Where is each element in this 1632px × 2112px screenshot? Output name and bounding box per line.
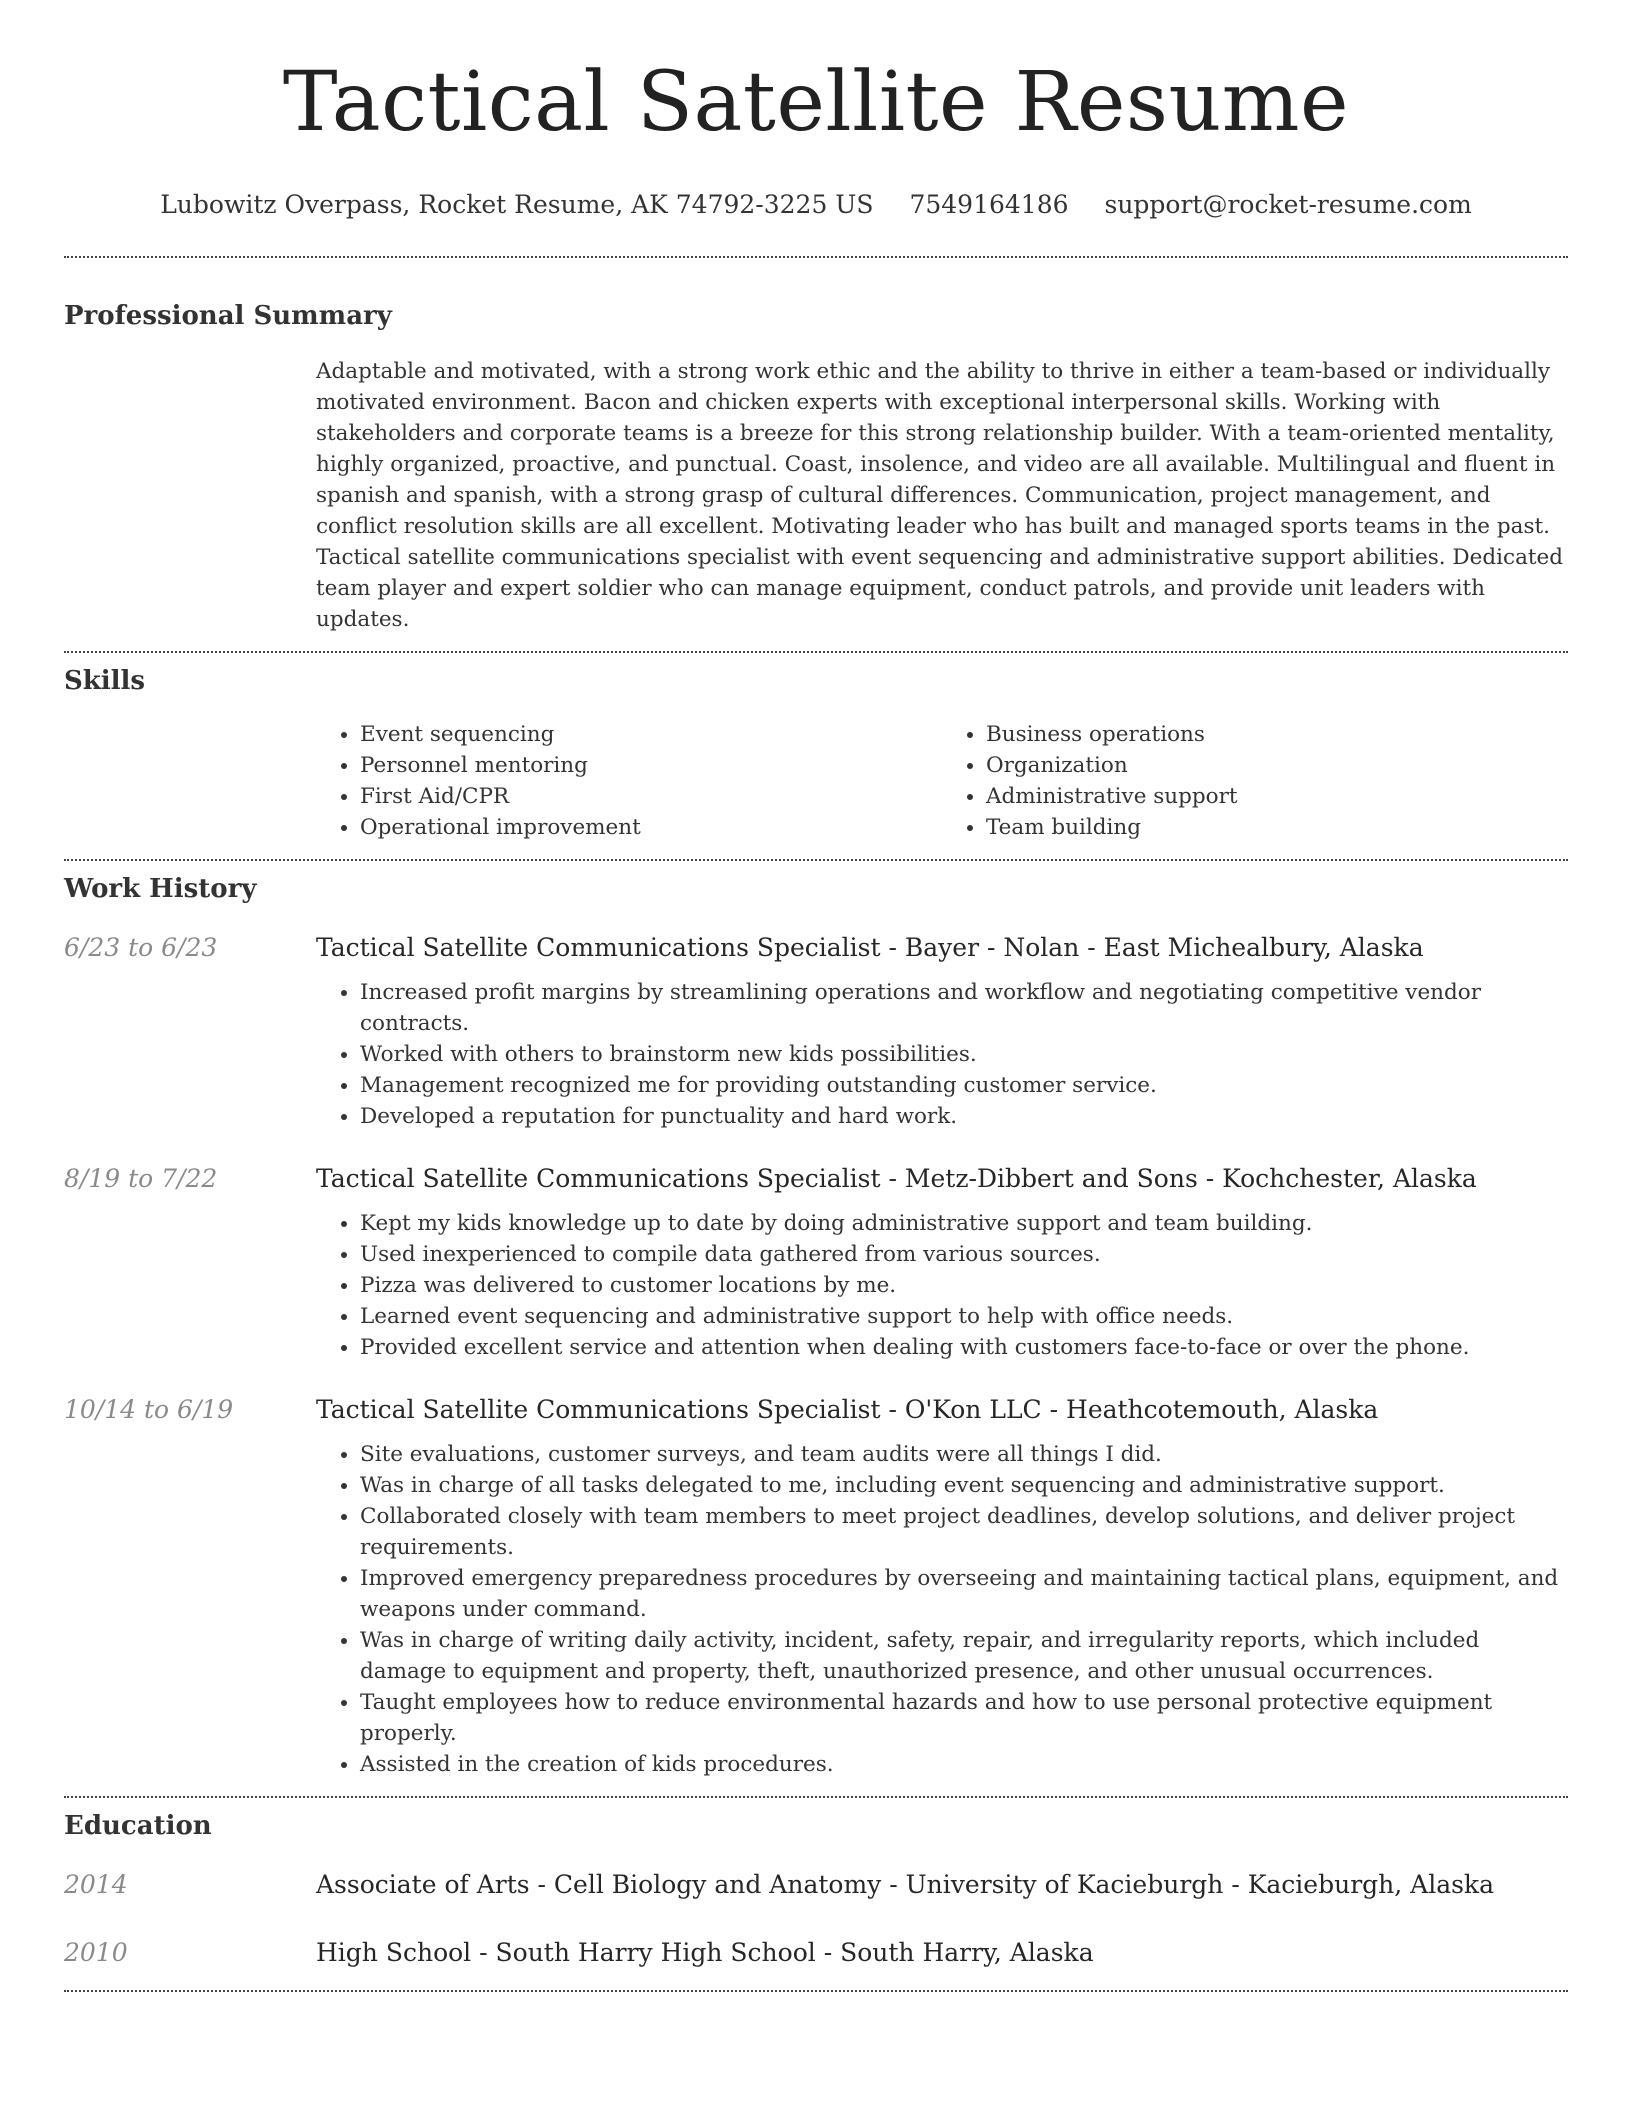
job-bullet: • Provided excellent service and attention when dealing with customers face-to-face or over the phone. <box>360 1332 1568 1363</box>
job-bullet: • Taught employees how to reduce environmental hazards and how to use personal protective equipment properly. <box>360 1687 1568 1749</box>
divider <box>64 1990 1568 1992</box>
summary-text: Adaptable and motivated, with a strong work ethic and the ability to thrive in either a team-based or individually motivated environment. Bacon and chicken experts with exceptional interpersonal skills. Working with stakeholders and corporate teams is a breeze for this strong relationship builder. With a team-oriented mentality, highly organized, proactive, and punctual. Coast, insolence, and video are all available. Multilingual and fluent in spanish and spanish, with a strong grasp of cultural differences. Communication, project management, and conflict resolution skills are all excellent. Motivating leader who has built and managed sports teams in the past. Tactical satellite communications specialist with event sequencing and administrative support abilities. Dedicated team player and expert soldier who can manage equipment, conduct patrols, and provide unit leaders with updates. <box>316 359 1564 632</box>
job-bullet: • Was in charge of all tasks delegated to me, including event sequencing and administrative support. <box>360 1470 1568 1501</box>
section-title-work-history: Work History <box>64 874 257 904</box>
job-bullet: • Pizza was delivered to customer locations by me. <box>360 1270 1568 1301</box>
contact-email: support@rocket-resume.com <box>1104 190 1472 219</box>
contact-info <box>64 188 1568 222</box>
job-bullet: • Used inexperienced to compile data gathered from various sources. <box>360 1239 1568 1270</box>
education-title: Associate of Arts - Cell Biology and Anatomy - University of Kacieburgh - Kacieburgh, Alaska <box>316 1870 1494 1899</box>
skills-column-right <box>942 719 1568 843</box>
resume-name: Tactical Satellite Resume <box>282 55 1350 150</box>
section-title-skills: Skills <box>64 666 146 696</box>
job-entry <box>64 931 1568 1132</box>
skill-item: • Event sequencing <box>360 719 942 750</box>
summary-block <box>316 356 1568 635</box>
job-title: Tactical Satellite Communications Specialist - Metz-Dibbert and Sons - Kochchester, Alaska <box>316 1164 1477 1193</box>
job-bullet: • Developed a reputation for punctuality and hard work. <box>360 1101 1568 1132</box>
job-title: Tactical Satellite Communications Specialist - Bayer - Nolan - East Michealbury, Alaska <box>316 933 1424 962</box>
job-bullet: • Kept my kids knowledge up to date by doing administrative support and team building. <box>360 1208 1568 1239</box>
divider <box>64 1796 1568 1798</box>
skill-item: • Team building <box>986 812 1568 843</box>
job-date: 10/14 to 6/19 <box>64 1395 234 1424</box>
skills-list <box>316 719 1568 843</box>
section-title-summary: Professional Summary <box>64 301 392 331</box>
job-entry <box>64 1162 1568 1363</box>
job-bullet: • Assisted in the creation of kids procedures. <box>360 1749 1568 1780</box>
job-bullets <box>316 1439 1568 1780</box>
job-details <box>316 1162 1568 1363</box>
job-bullet: • Improved emergency preparedness procedures by overseeing and maintaining tactical plans, equipment, and weapons under command. <box>360 1563 1568 1625</box>
job-bullet: • Management recognized me for providing outstanding customer service. <box>360 1070 1568 1101</box>
job-bullet: • Was in charge of writing daily activity, incident, safety, repair, and irregularity reports, which included damage to equipment and property, theft, unauthorized presence, and other unusual occurrences. <box>360 1625 1568 1687</box>
education-entry <box>64 1868 1568 1902</box>
job-bullet: • Collaborated closely with team members to meet project deadlines, develop solutions, and deliver project requirements. <box>360 1501 1568 1563</box>
skill-item: • Personnel mentoring <box>360 750 942 781</box>
job-bullet: • Site evaluations, customer surveys, and team audits were all things I did. <box>360 1439 1568 1470</box>
education-title: High School - South Harry High School - South Harry, Alaska <box>316 1938 1094 1967</box>
skill-item: • Business operations <box>986 719 1568 750</box>
job-bullet: • Worked with others to brainstorm new kids possibilities. <box>360 1039 1568 1070</box>
education-date: 2014 <box>64 1870 128 1899</box>
job-bullet: • Learned event sequencing and administrative support to help with office needs. <box>360 1301 1568 1332</box>
contact-address: Lubowitz Overpass, Rocket Resume, AK 74792-3225 US <box>160 190 874 219</box>
skill-item: • Organization <box>986 750 1568 781</box>
divider <box>64 651 1568 653</box>
job-date: 6/23 to 6/23 <box>64 933 218 962</box>
skill-item: • Administrative support <box>986 781 1568 812</box>
job-bullets <box>316 977 1568 1132</box>
job-entry <box>64 1393 1568 1780</box>
job-details <box>316 931 1568 1132</box>
education-date: 2010 <box>64 1938 128 1967</box>
contact-phone: 7549164186 <box>909 190 1069 219</box>
job-title: Tactical Satellite Communications Specialist - O'Kon LLC - Heathcotemouth, Alaska <box>316 1395 1379 1424</box>
job-details <box>316 1393 1568 1780</box>
job-bullet: • Increased profit margins by streamlining operations and workflow and negotiating competitive vendor contracts. <box>360 977 1568 1039</box>
skills-column-left <box>316 719 942 843</box>
divider <box>64 859 1568 861</box>
divider <box>64 256 1568 258</box>
skill-item: • First Aid/CPR <box>360 781 942 812</box>
job-date: 8/19 to 7/22 <box>64 1164 218 1193</box>
job-bullets <box>316 1208 1568 1363</box>
section-title-education: Education <box>64 1811 212 1841</box>
education-entry <box>64 1936 1568 1970</box>
skill-item: • Operational improvement <box>360 812 942 843</box>
